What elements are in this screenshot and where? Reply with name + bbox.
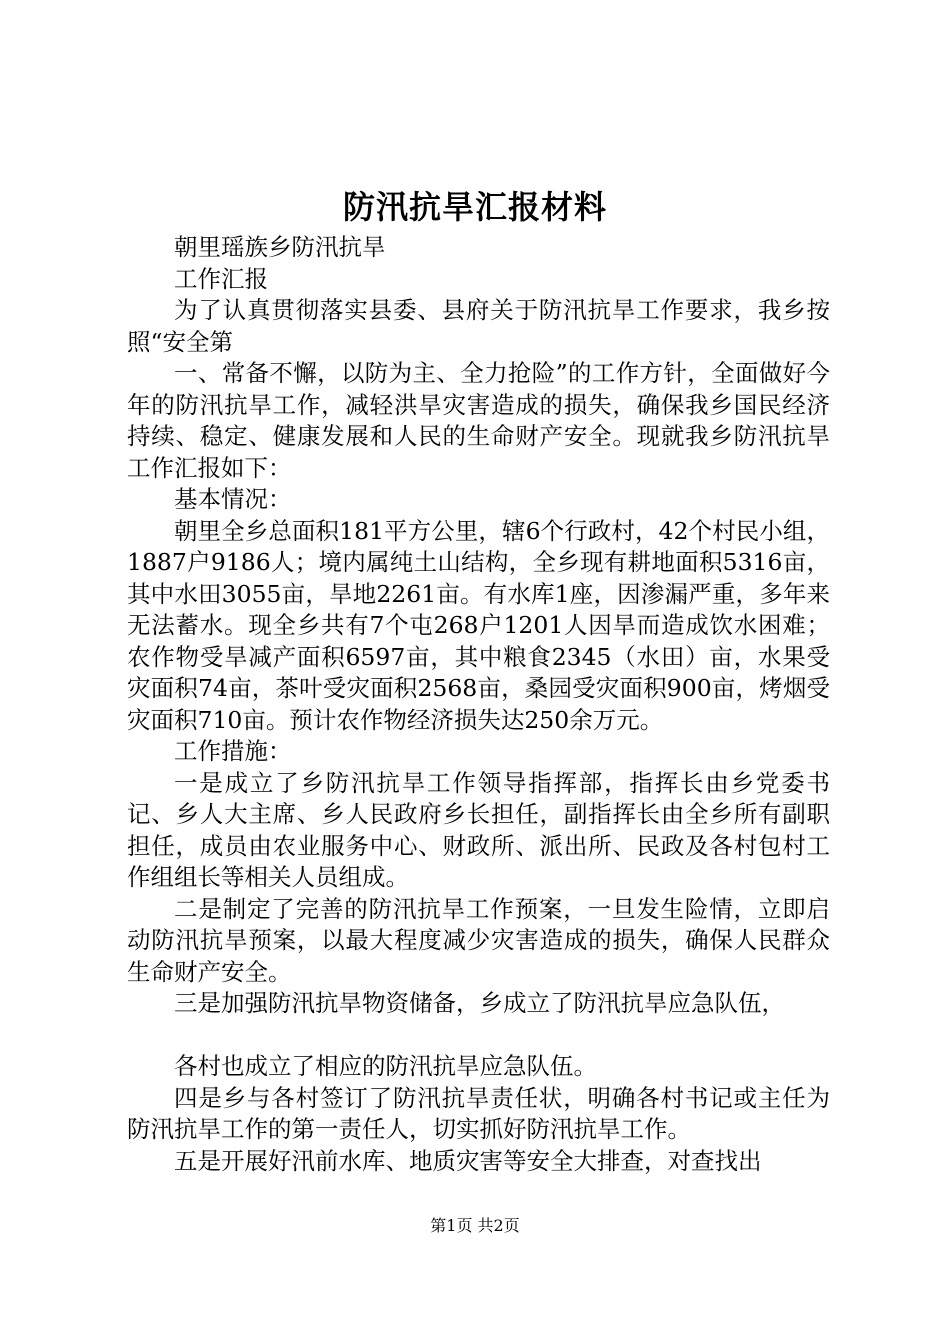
document-body	[127, 232, 830, 1177]
paragraph: 为了认真贯彻落实县委、县府关于防汛抗旱工作要求，我乡按照“安全第	[127, 296, 830, 356]
paragraph: 一是成立了乡防汛抗旱工作领导指挥部，指挥长由乡党委书记、乡人大主席、乡人民政府乡长担任，副指挥长由全乡所有副职担任，成员由农业服务中心、财政所、派出所、民政及各村包村工作组组长等相关人员组成。	[127, 768, 830, 891]
paragraph: 朝里瑶族乡防汛抗旱	[174, 233, 386, 261]
paragraph: 五是开展好汛前水库、地质灾害等安全大排查，对查找出	[174, 1146, 762, 1175]
paragraph: 二是制定了完善的防汛抗旱工作预案，一旦发生险情，立即启动防汛抗旱预案，以最大程度减少灾害造成的损失，确保人民群众生命财产安全。	[127, 894, 830, 986]
paragraph: 四是乡与各村签订了防汛抗旱责任状，明确各村书记或主任为防汛抗旱工作的第一责任人，切实抓好防汛抗旱工作。	[127, 1083, 830, 1143]
paragraph: 工作汇报	[174, 264, 268, 293]
paragraph: 三是加强防汛抗旱物资储备，乡成立了防汛抗旱应急队伍，	[174, 989, 785, 1017]
paragraph: 各村也成立了相应的防汛抗旱应急队伍。	[174, 1052, 597, 1080]
document-title: 防汛抗旱汇报材料	[342, 188, 607, 226]
paragraph: 朝里全乡总面积181平方公里，辖6个行政村，42个村民小组，1887户9186人；境内属纯土山结构，全乡现有耕地面积5316亩，其中水田3055亩，旱地2261亩。有水库1座，因渗漏严重，多年来无法蓄水。现全乡共有7个屯268户1201人因旱而造成饮水困难；农作物受旱减产面积6597亩，其中粮食2345（水田）亩，水果受灾面积74亩，茶叶受灾面积2568亩，桑园受灾面积900亩，烤烟受灾面积710亩。预计农作物经济损失达250余万元。	[127, 516, 830, 734]
paragraph: 一、常备不懈，以防为主、全力抢险”的工作方针，全面做好今年的防汛抗旱工作，减轻洪旱灾害造成的损失，确保我乡国民经济持续、稳定、健康发展和人民的生命财产安全。现就我乡防汛抗旱工作汇报如下：	[127, 359, 830, 482]
paragraph: 基本情况：	[174, 485, 292, 513]
paragraph: 工作措施：	[174, 737, 292, 765]
page-footer: 第1页 共2页	[430, 1216, 520, 1235]
